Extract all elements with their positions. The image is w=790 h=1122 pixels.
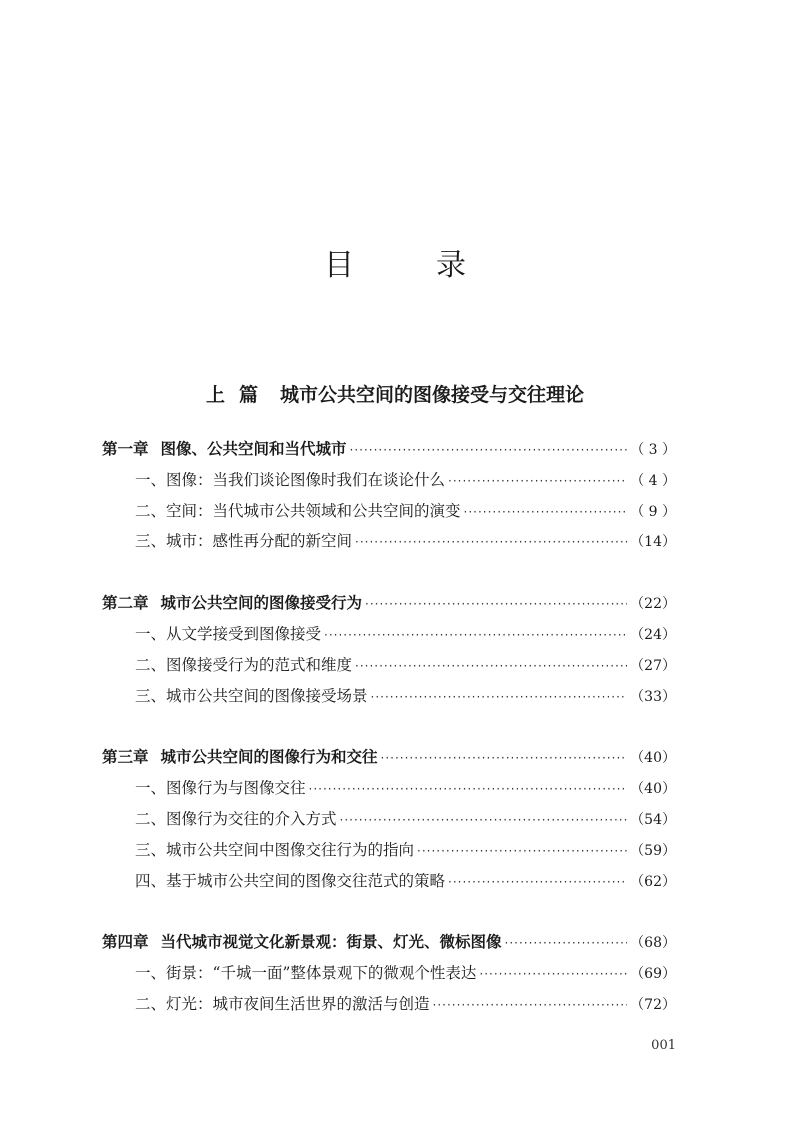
chapter-title: 图像、公共空间和当代城市 (160, 440, 347, 458)
page-number: （40） (630, 750, 676, 767)
toc-section[interactable] (102, 622, 676, 653)
section-number: 一、 (135, 779, 167, 798)
section-number: 一、 (135, 624, 167, 643)
dot-leader (350, 443, 628, 457)
dot-leader (464, 505, 628, 519)
toc-section[interactable] (102, 869, 676, 900)
toc-section[interactable] (102, 776, 676, 807)
chapter-title: 城市公共空间的图像接受行为 (160, 594, 363, 613)
chapter-number: 第二章 (102, 594, 149, 613)
toc-section[interactable] (102, 529, 676, 560)
toc-chapter-1[interactable] (102, 437, 676, 468)
dot-leader (381, 751, 628, 765)
page-number: （40） (630, 781, 676, 798)
part-label: 上篇 (205, 384, 272, 406)
page-number: （59） (630, 842, 676, 859)
chapter-spacer (102, 899, 676, 930)
page-title: 目 录 (324, 248, 492, 283)
part-heading (0, 380, 790, 407)
toc-section[interactable] (102, 684, 676, 715)
dot-leader (448, 474, 627, 488)
dot-leader (355, 535, 627, 549)
section-number: 三、 (135, 840, 167, 859)
table-of-contents (102, 437, 676, 1023)
page-number: （27） (630, 657, 676, 674)
dot-leader (371, 690, 628, 704)
page-number: （14） (630, 534, 676, 551)
section-number: 三、 (135, 686, 167, 705)
section-number: 二、 (135, 655, 167, 674)
section-title: 城市：感性再分配的新空间 (166, 532, 353, 551)
section-number: 一、 (135, 964, 167, 983)
dot-leader (309, 782, 628, 796)
page-number: （33） (630, 688, 676, 705)
section-title: 城市公共空间的图像接受场景 (166, 686, 368, 705)
page-number: （72） (630, 996, 676, 1013)
page-number: （62） (630, 873, 676, 890)
dot-leader (479, 967, 627, 981)
section-number: 二、 (135, 501, 167, 520)
chapter-number: 第一章 (102, 440, 149, 458)
section-number: 三、 (135, 532, 167, 551)
chapter-number: 第四章 (102, 933, 149, 952)
chapter-number: 第三章 (102, 748, 149, 767)
toc-section[interactable] (102, 992, 676, 1023)
section-number: 四、 (135, 871, 167, 890)
page-number: （ 9 ） (630, 503, 676, 520)
section-number: 一、 (135, 470, 167, 489)
toc-section[interactable] (102, 499, 676, 530)
section-title: 图像：当我们谈论图像时我们在谈论什么 (166, 470, 446, 489)
dot-leader (505, 936, 628, 950)
page-number: （ 4 ） (630, 472, 676, 489)
dot-leader (448, 875, 627, 889)
page-number: （68） (630, 935, 676, 952)
page-number: （ 3 ） (630, 442, 676, 458)
page-folio: 001 (651, 1038, 676, 1053)
section-title: 从文学接受到图像接受 (166, 624, 322, 643)
section-title: 图像行为与图像交往 (166, 779, 306, 798)
section-title: 街景：“千城一面”整体景观下的微观个性表达 (166, 964, 477, 983)
section-number: 二、 (135, 994, 167, 1013)
dot-leader (355, 659, 627, 673)
toc-section[interactable] (102, 838, 676, 869)
chapter-spacer (102, 714, 676, 745)
section-title: 基于城市公共空间的图像交往范式的策略 (166, 871, 446, 890)
page-number: （24） (630, 626, 676, 643)
page-number: （54） (630, 811, 676, 828)
toc-chapter-2[interactable] (102, 591, 676, 622)
toc-section[interactable] (102, 653, 676, 684)
toc-chapter-3[interactable] (102, 745, 676, 776)
page-number: （69） (630, 966, 676, 983)
section-number: 二、 (135, 809, 167, 828)
dot-leader (417, 844, 627, 858)
page-number: （22） (630, 596, 676, 613)
chapter-spacer (102, 560, 676, 591)
chapter-title: 当代城市视觉文化新景观：街景、灯光、微标图像 (160, 933, 502, 952)
dot-leader (324, 628, 627, 642)
toc-section[interactable] (102, 468, 676, 499)
toc-section[interactable] (102, 961, 676, 992)
section-title: 图像行为交往的介入方式 (166, 809, 337, 828)
dot-leader (365, 597, 627, 611)
section-title: 灯光：城市夜间生活世界的激活与创造 (166, 994, 430, 1013)
toc-chapter-4[interactable] (102, 930, 676, 961)
dot-leader (340, 813, 628, 827)
section-title: 城市公共空间中图像交往行为的指向 (166, 840, 415, 859)
section-title: 空间：当代城市公共领域和公共空间的演变 (166, 501, 461, 520)
part-title-text: 城市公共空间的图像接受与交往理论 (280, 384, 585, 406)
toc-section[interactable] (102, 807, 676, 838)
section-title: 图像接受行为的范式和维度 (166, 655, 353, 674)
chapter-title: 城市公共空间的图像行为和交往 (160, 748, 378, 767)
dot-leader (433, 998, 628, 1012)
